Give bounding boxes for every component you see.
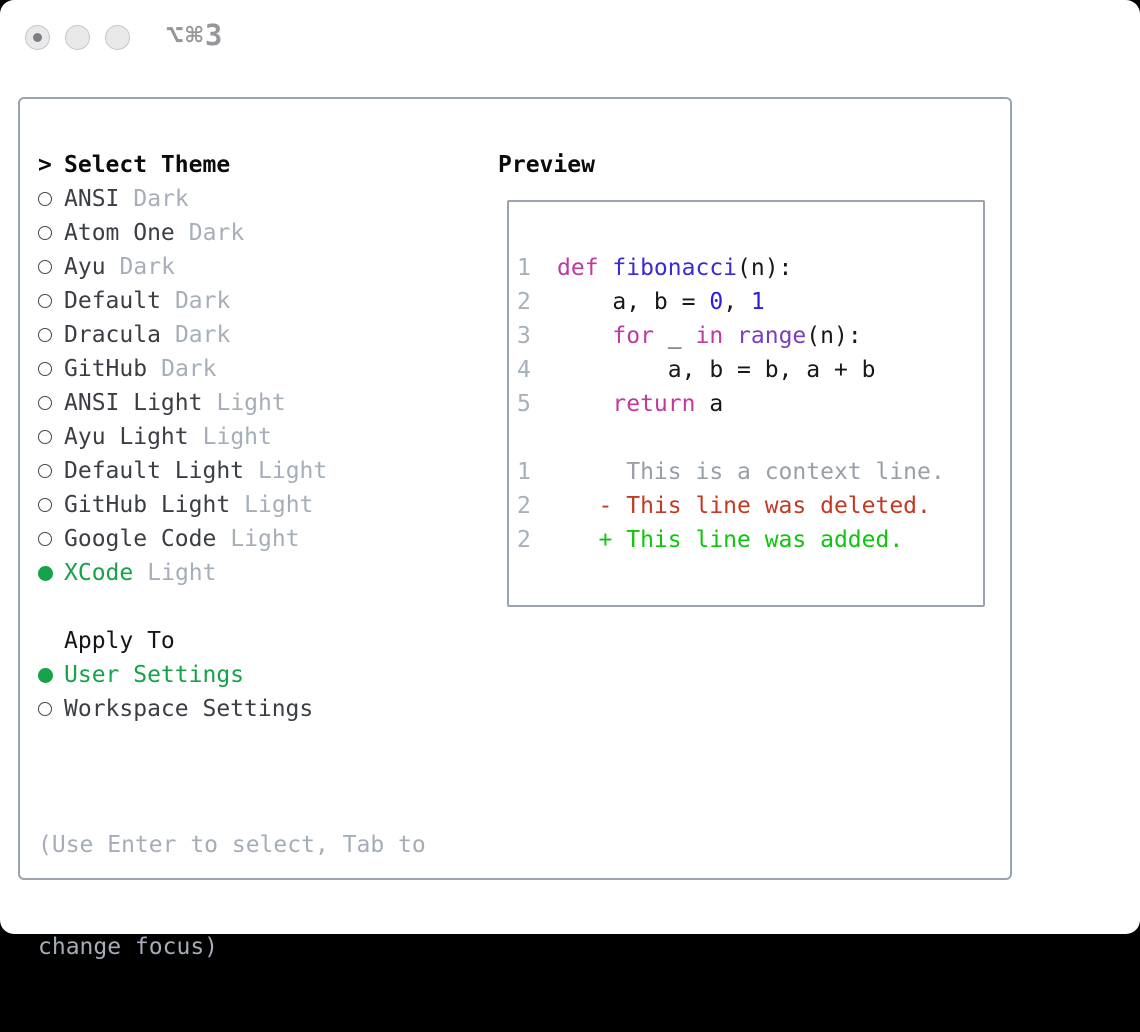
radio-circle-icon xyxy=(38,362,64,376)
theme-option-label: Ayu xyxy=(64,254,106,280)
theme-variant-tag: Light xyxy=(147,560,217,586)
theme-variant-tag: Dark xyxy=(161,356,217,382)
token-keyword: in xyxy=(695,323,724,349)
code-line xyxy=(517,285,983,319)
radio-glyph xyxy=(38,260,52,274)
theme-option-google-code[interactable] xyxy=(38,522,478,556)
radio-glyph xyxy=(38,192,52,206)
code-text xyxy=(557,527,903,553)
selection-caret: > xyxy=(38,152,52,178)
spacer xyxy=(38,590,478,624)
radio-circle-icon xyxy=(38,192,64,206)
selected-radio-icon xyxy=(38,668,64,683)
radio-glyph xyxy=(38,566,53,581)
theme-option-ansi-light[interactable] xyxy=(38,386,478,420)
token-default: _ xyxy=(653,323,696,349)
line-number: 1 xyxy=(517,255,531,281)
apply-option-label: Workspace Settings xyxy=(64,696,314,722)
apply-to-header xyxy=(38,624,478,658)
theme-variant-tag: Dark xyxy=(174,322,231,348)
theme-option-label: Dracula xyxy=(64,322,161,348)
theme-sidebar xyxy=(38,148,478,1032)
token-default: (n): xyxy=(806,323,862,349)
theme-option-default-light[interactable] xyxy=(38,454,478,488)
radio-glyph xyxy=(38,362,52,376)
theme-option-xcode[interactable] xyxy=(38,556,478,590)
radio-glyph xyxy=(38,396,52,410)
radio-glyph xyxy=(38,532,52,546)
preview-title: Preview xyxy=(498,152,595,178)
theme-variant-tag: Light xyxy=(230,526,300,552)
theme-option-default[interactable] xyxy=(38,284,478,318)
select-theme-header xyxy=(38,148,478,182)
apply-option-label: User Settings xyxy=(64,662,245,688)
code-text xyxy=(557,459,945,485)
line-number: 1 xyxy=(517,459,531,485)
radio-glyph xyxy=(38,464,52,478)
context-line xyxy=(517,455,983,489)
theme-option-label: GitHub xyxy=(64,356,148,382)
theme-variant-tag: Dark xyxy=(119,254,175,280)
code-line xyxy=(517,251,983,285)
keyboard-shortcut-label: ⌥⌘3 xyxy=(166,18,225,52)
token-context: This is a context line. xyxy=(557,459,945,485)
traffic-lights xyxy=(25,25,130,50)
radio-glyph xyxy=(38,702,52,716)
token-number: 1 xyxy=(750,289,765,315)
code-text xyxy=(557,493,931,519)
radio-circle-icon xyxy=(38,498,64,512)
theme-option-label: ANSI xyxy=(64,186,120,212)
radio-glyph xyxy=(38,294,52,308)
radio-circle-icon xyxy=(38,294,64,308)
code-text xyxy=(557,323,862,349)
hint-line-1: (Use Enter to select, Tab to xyxy=(38,832,426,858)
theme-option-label: Google Code xyxy=(64,526,217,552)
theme-variant-tag: Dark xyxy=(174,288,231,314)
close-button[interactable] xyxy=(25,25,50,50)
theme-variant-tag: Light xyxy=(202,424,272,450)
token-number: 0 xyxy=(709,289,724,315)
theme-option-label: Ayu Light xyxy=(64,424,189,450)
preview-box xyxy=(507,200,985,607)
theme-variant-tag: Dark xyxy=(188,220,245,246)
theme-variant-tag: Light xyxy=(244,492,314,518)
line-number: 4 xyxy=(517,357,531,383)
blank-line xyxy=(517,421,983,455)
token-keyword: for xyxy=(612,323,654,349)
token-default: (n): xyxy=(737,255,793,281)
token-added: + This line was added. xyxy=(557,527,904,553)
code-text xyxy=(557,289,765,315)
token-default xyxy=(557,391,612,417)
hint-text xyxy=(38,760,478,1032)
token-deleted: - This line was deleted. xyxy=(557,493,931,519)
radio-circle-icon xyxy=(38,226,64,240)
apply-to-list xyxy=(38,658,478,726)
line-number: 2 xyxy=(517,527,531,553)
token-builtin: range xyxy=(737,323,807,349)
theme-option-label: GitHub Light xyxy=(64,492,231,518)
spacer xyxy=(38,726,478,760)
token-default xyxy=(557,323,612,349)
radio-glyph xyxy=(38,668,53,683)
apply-to-title: Apply To xyxy=(64,628,175,654)
theme-option-ansi[interactable] xyxy=(38,182,478,216)
line-number: 3 xyxy=(517,323,531,349)
theme-variant-tag: Light xyxy=(216,390,286,416)
radio-glyph xyxy=(38,430,52,444)
token-default: a, b = xyxy=(557,289,710,315)
hint-line-2: change focus) xyxy=(38,934,219,960)
theme-option-ayu-light[interactable] xyxy=(38,420,478,454)
theme-option-github[interactable] xyxy=(38,352,478,386)
apply-option-workspace-settings[interactable] xyxy=(38,692,478,726)
line-number: 5 xyxy=(517,391,531,417)
zoom-button[interactable] xyxy=(105,25,130,50)
token-default xyxy=(723,323,737,349)
radio-circle-icon xyxy=(38,430,64,444)
deleted-line xyxy=(517,489,983,523)
radio-circle-icon xyxy=(38,328,64,342)
theme-list xyxy=(38,182,478,590)
theme-option-github-light[interactable] xyxy=(38,488,478,522)
line-number: 2 xyxy=(517,289,531,315)
token-keyword: def xyxy=(557,255,613,281)
code-text xyxy=(557,357,876,383)
minimize-button[interactable] xyxy=(65,25,90,50)
theme-option-label: XCode xyxy=(64,560,134,586)
apply-option-user-settings[interactable] xyxy=(38,658,478,692)
selected-radio-icon xyxy=(38,566,64,581)
code-line xyxy=(517,353,983,387)
token-function: fibonacci xyxy=(612,255,738,281)
radio-circle-icon xyxy=(38,532,64,546)
select-theme-title: Select Theme xyxy=(64,152,231,178)
theme-option-label: Default xyxy=(64,288,161,314)
token-default: a xyxy=(695,391,724,417)
radio-glyph xyxy=(38,226,52,240)
added-line xyxy=(517,523,983,557)
token-default: , xyxy=(723,289,751,315)
code-line xyxy=(517,387,983,421)
radio-glyph xyxy=(38,498,52,512)
line-number: 2 xyxy=(517,493,531,519)
theme-option-label: Atom One xyxy=(64,220,175,246)
radio-circle-icon xyxy=(38,396,64,410)
theme-option-ayu[interactable] xyxy=(38,250,478,284)
theme-variant-tag: Dark xyxy=(133,186,189,212)
radio-glyph xyxy=(38,328,52,342)
theme-option-label: ANSI Light xyxy=(64,390,203,416)
radio-circle-icon xyxy=(38,464,64,478)
radio-circle-icon xyxy=(38,260,64,274)
code-text xyxy=(557,391,723,417)
code-text xyxy=(557,255,792,281)
theme-option-atom-one[interactable] xyxy=(38,216,478,250)
theme-option-dracula[interactable] xyxy=(38,318,478,352)
code-line xyxy=(517,319,983,353)
token-default: a, b = b, a + b xyxy=(557,357,876,383)
token-keyword: return xyxy=(612,391,696,417)
theme-option-label: Default Light xyxy=(64,458,245,484)
close-button-dot xyxy=(33,33,42,42)
radio-circle-icon xyxy=(38,702,64,716)
theme-variant-tag: Light xyxy=(258,458,328,484)
